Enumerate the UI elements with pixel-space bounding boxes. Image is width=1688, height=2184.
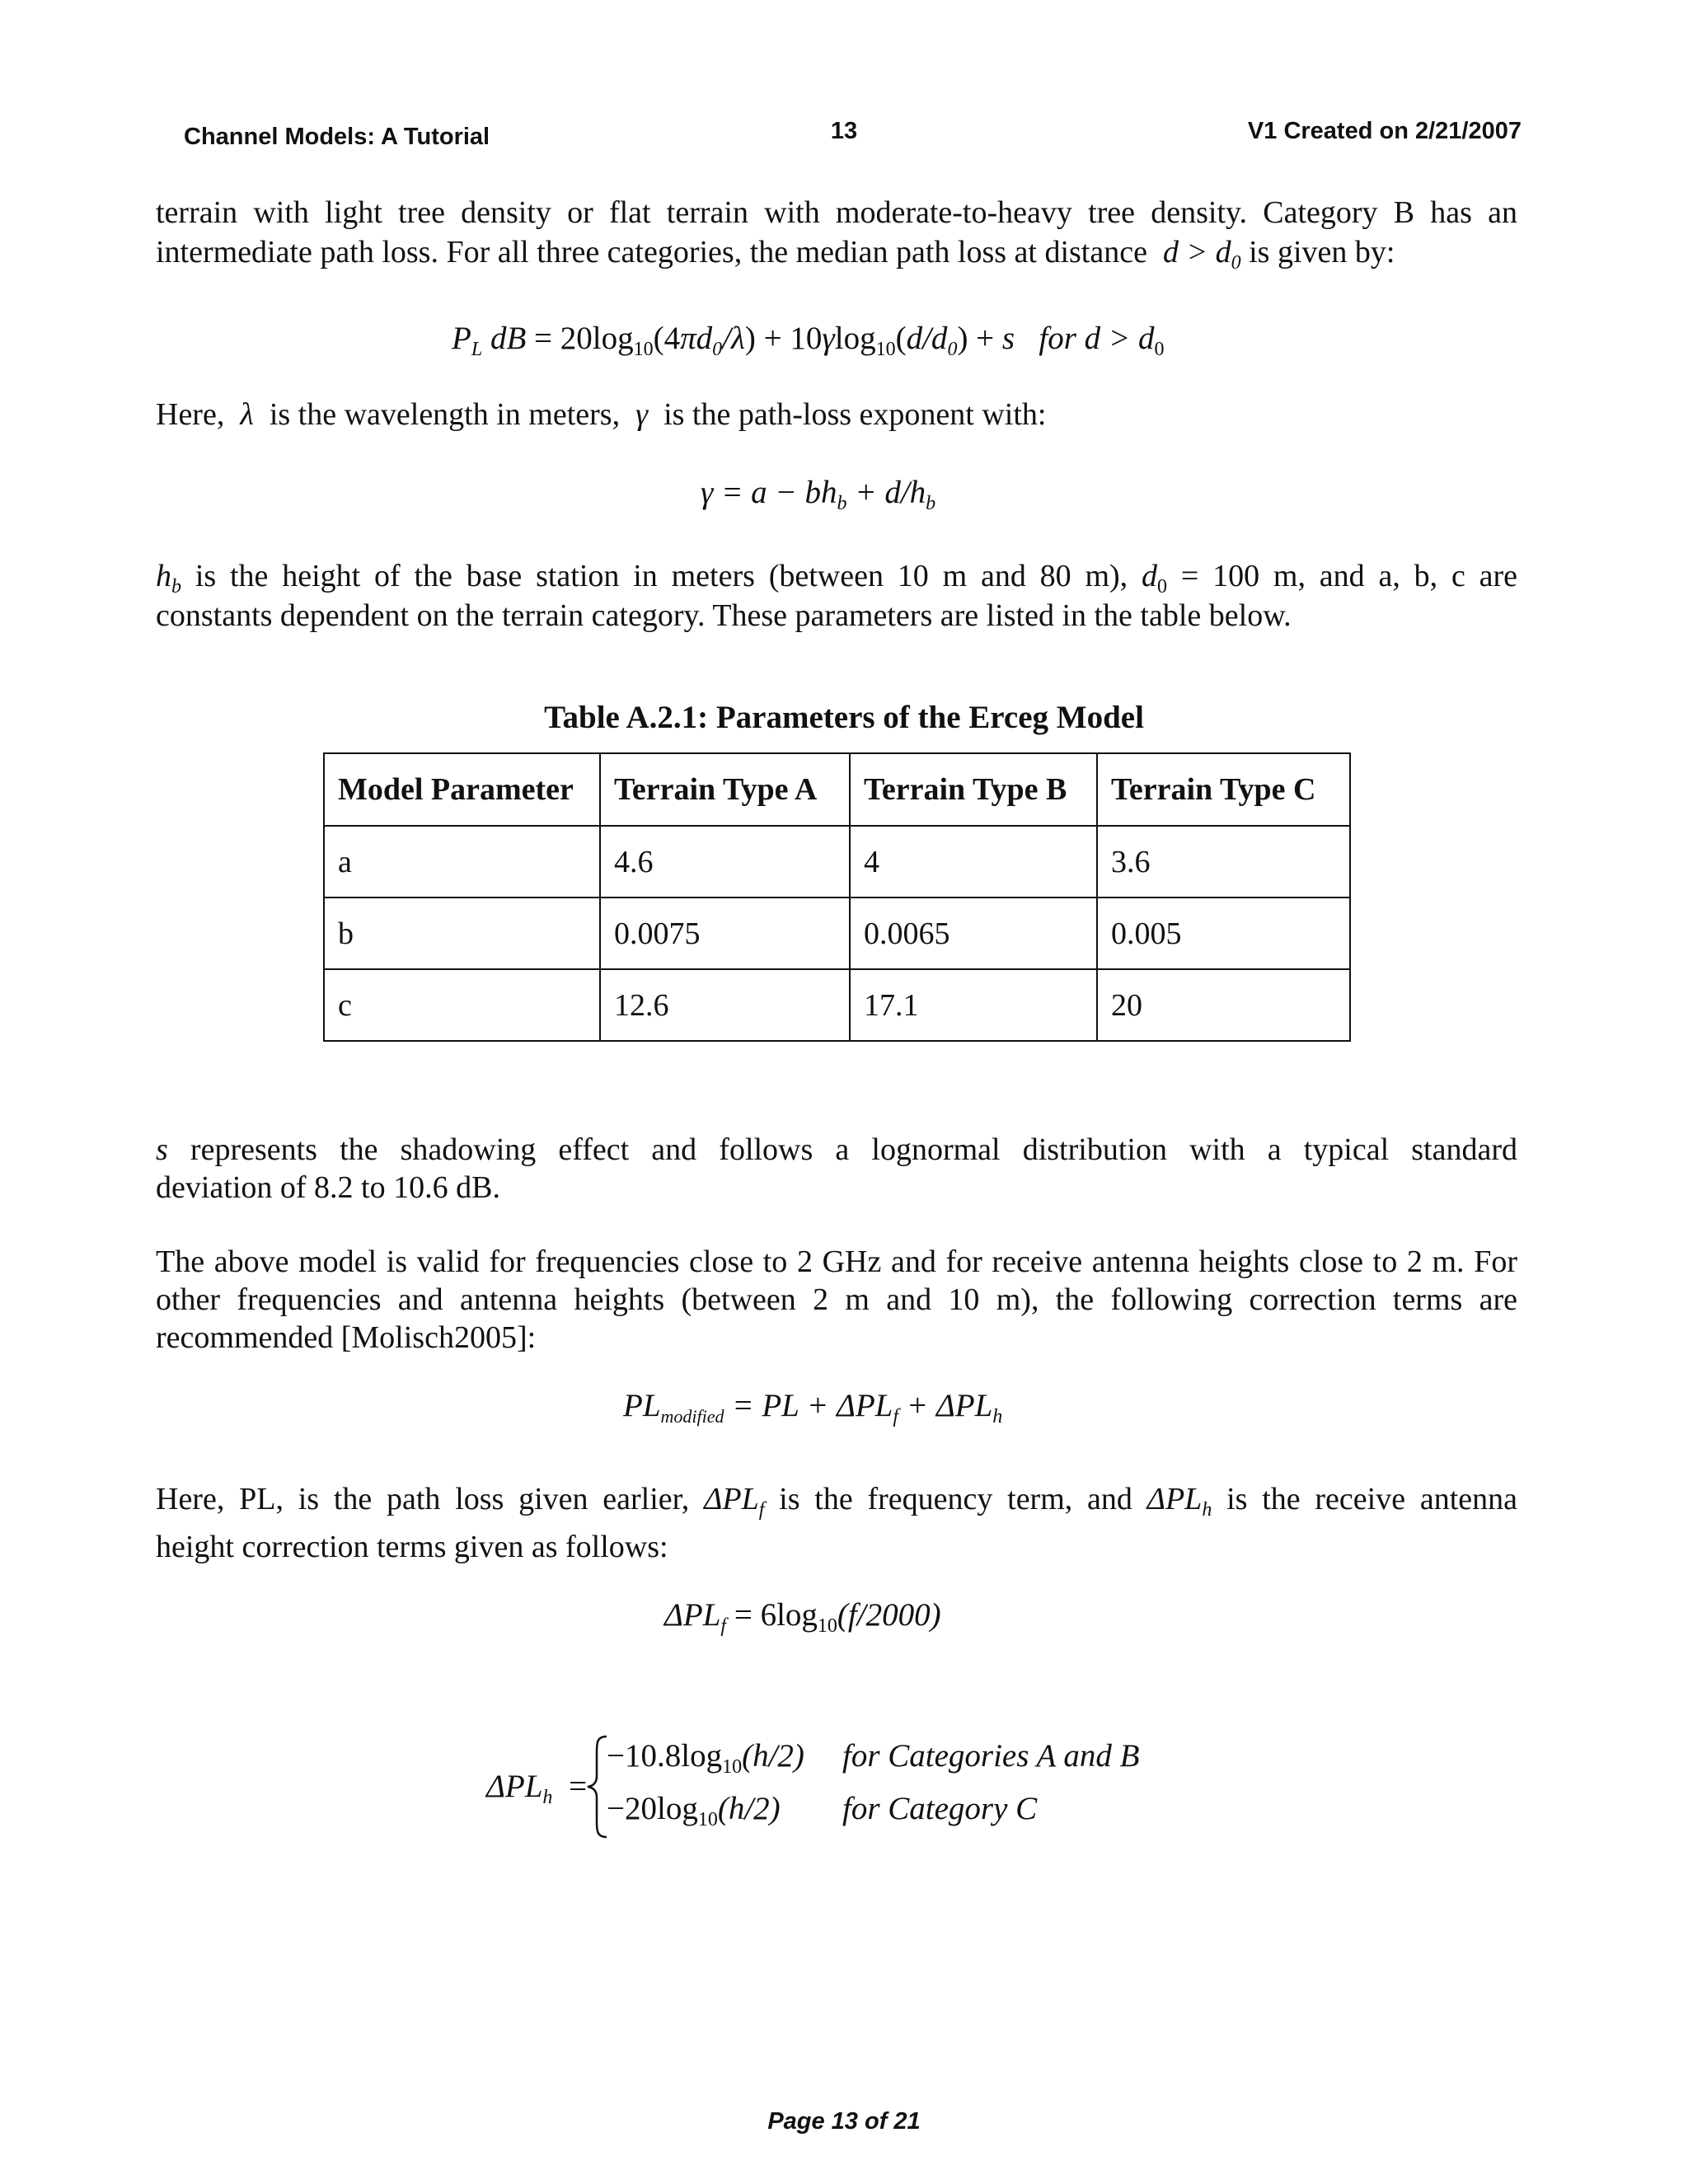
table-cell: 0.005 <box>1097 898 1350 969</box>
eq-argument: (h/2) <box>742 1738 804 1774</box>
paragraph-wavelength <box>156 395 1517 434</box>
table-cell: c <box>324 969 600 1041</box>
equation-case-2-condition: for Category C <box>842 1791 1038 1826</box>
column-header: Terrain Type B <box>850 753 1097 826</box>
paragraph-model-validity: The above model is valid for frequencies close to 2 GHz and for receive antenna heights close to 2 m. For other frequencies and antenna heights (between 2 m and 10 m), the following correction terms are recommended [Molisch2005]: <box>156 1244 1517 1355</box>
eq-symbol: ΔPL <box>664 1597 721 1633</box>
table-row <box>324 969 1350 1041</box>
eq-expression: −10.8log <box>607 1738 723 1774</box>
erceg-parameters-table <box>323 752 1351 1042</box>
eq-condition: for d > d <box>1039 321 1155 356</box>
table-cell: 0.0065 <box>850 898 1097 969</box>
column-header: Terrain Type C <box>1097 753 1350 826</box>
math-d0: $d_0$ <box>1142 559 1167 598</box>
eq-rhs: = 20log <box>534 321 634 356</box>
equation-gamma: $\gamma = a - bh_b + d/h_b$ <box>701 475 936 514</box>
header-left-title: Channel Models: A Tutorial <box>184 124 490 150</box>
paragraph-base-station-height <box>156 556 1517 635</box>
table-cell: 4 <box>850 826 1097 898</box>
eq-subscript: L <box>471 339 483 360</box>
paragraph-text: is the wavelength in meters, <box>269 397 621 432</box>
equation-case-2: $-20\log_{10}(h/2)$ <box>607 1791 781 1830</box>
paragraph-text: Here, PL, is the path loss given earlier, <box>156 1482 690 1516</box>
paragraph-text: is the path-loss exponent with: <box>663 397 1047 432</box>
equation-height-term-lhs: $\Delta PL_h$ = <box>486 1769 588 1808</box>
math-delta-plf: $\Delta PL_f$ <box>704 1482 765 1521</box>
equation-case-1-condition: for Categories A and B <box>842 1738 1140 1774</box>
math-delta-plh: $\Delta PL_h$ <box>1146 1482 1212 1521</box>
table-cell: 4.6 <box>600 826 850 898</box>
paragraph-correction-terms <box>156 1475 1517 1571</box>
eq-symbol: P <box>452 321 471 356</box>
paragraph-text: is given by: <box>1249 235 1395 269</box>
paragraph-line: constants dependent on the terrain category. These parameters are listed in the table below. <box>156 598 1292 633</box>
math-gamma: γ <box>627 397 656 432</box>
paragraph-text: = 100 m, and a, b, c are <box>1180 559 1518 593</box>
table-cell: 3.6 <box>1097 826 1350 898</box>
paragraph-line: terrain with light tree density or flat terrain with moderate-to-heavy tree density. Category B has an <box>156 195 1517 230</box>
table-cell: 20 <box>1097 969 1350 1041</box>
footer-page-count: Page 13 of 21 <box>767 2108 921 2135</box>
table-cell: 17.1 <box>850 969 1097 1041</box>
paragraph-text: is the frequency term, and <box>779 1482 1132 1516</box>
eq-subscript: modified <box>660 1406 724 1427</box>
paragraph-line <box>156 1131 1517 1169</box>
header-page-number: 13 <box>830 118 858 144</box>
equation-pl-modified: $PL_{modified}$ = PL + $\Delta PL_f + \Delta PL_h$ <box>623 1388 1003 1427</box>
table-caption: Table A.2.1: Parameters of the Erceg Model <box>544 700 1144 735</box>
paragraph-line <box>156 556 1517 596</box>
eq-unit: dB <box>490 321 527 356</box>
paragraph-line: height correction terms given as follows: <box>156 1530 668 1564</box>
eq-symbol: PL <box>623 1388 661 1423</box>
eq-symbol: ΔPL <box>486 1769 543 1804</box>
math-s: s <box>156 1132 168 1167</box>
paragraph-text: is the receive antenna <box>1226 1482 1517 1516</box>
paragraph-terrain-description <box>156 193 1517 272</box>
column-header: Model Parameter <box>324 753 600 826</box>
paragraph-text: represents the shadowing effect and follows a lognormal distribution with a typical standard <box>190 1132 1517 1167</box>
eq-rhs: = 6log <box>734 1597 818 1633</box>
eq-rhs: = PL + ΔPL <box>732 1388 893 1423</box>
column-header: Terrain Type A <box>600 753 850 826</box>
paragraph-text: is the height of the base station in meters (between 10 m and 80 m), <box>195 559 1128 593</box>
paragraph-text: intermediate path loss. For all three categories, the median path loss at distance <box>156 235 1147 269</box>
table-cell: 0.0075 <box>600 898 850 969</box>
equation-path-loss: $P_L$ dB = $20\log_{10}(4\pi d_0/\lambda) + 10\gamma\log_{10}(d/d_0) + s$ for $d > d_0$ <box>452 321 1165 360</box>
eq-expression-end: + d/h <box>855 475 926 510</box>
eq-rhs: + ΔPL <box>906 1388 993 1423</box>
eq-expression: γ = a − bh <box>701 475 837 510</box>
equation-case-1: $-10.8\log_{10}(h/2)$ <box>607 1738 804 1778</box>
equation-frequency-term: $\Delta PL_f = 6\log_{10}(f/2000)$ <box>664 1597 941 1637</box>
table-cell: a <box>324 826 600 898</box>
table-cell: 12.6 <box>600 969 850 1041</box>
eq-argument: (h/2) <box>717 1791 781 1826</box>
table-row <box>324 826 1350 898</box>
table-header-row <box>324 753 1350 826</box>
table-cell: b <box>324 898 600 969</box>
math-hb: $h_b$ <box>156 559 181 598</box>
table-row <box>324 898 1350 969</box>
math-lambda: λ <box>232 397 262 432</box>
paragraph-shadowing <box>156 1131 1517 1207</box>
paragraph-line <box>156 232 1517 272</box>
paragraph-text: Here, <box>156 397 225 432</box>
eq-argument: (f/2000) <box>837 1597 941 1633</box>
header-right-version: V1 Created on 2/21/2007 <box>1247 118 1522 144</box>
paragraph-line <box>156 1475 1517 1523</box>
math-inline-d-greater-d0: $d > d_0$ <box>1155 235 1241 274</box>
eq-expression: −20log <box>607 1791 698 1826</box>
paragraph-line: deviation of 8.2 to 10.6 dB. <box>156 1170 500 1205</box>
